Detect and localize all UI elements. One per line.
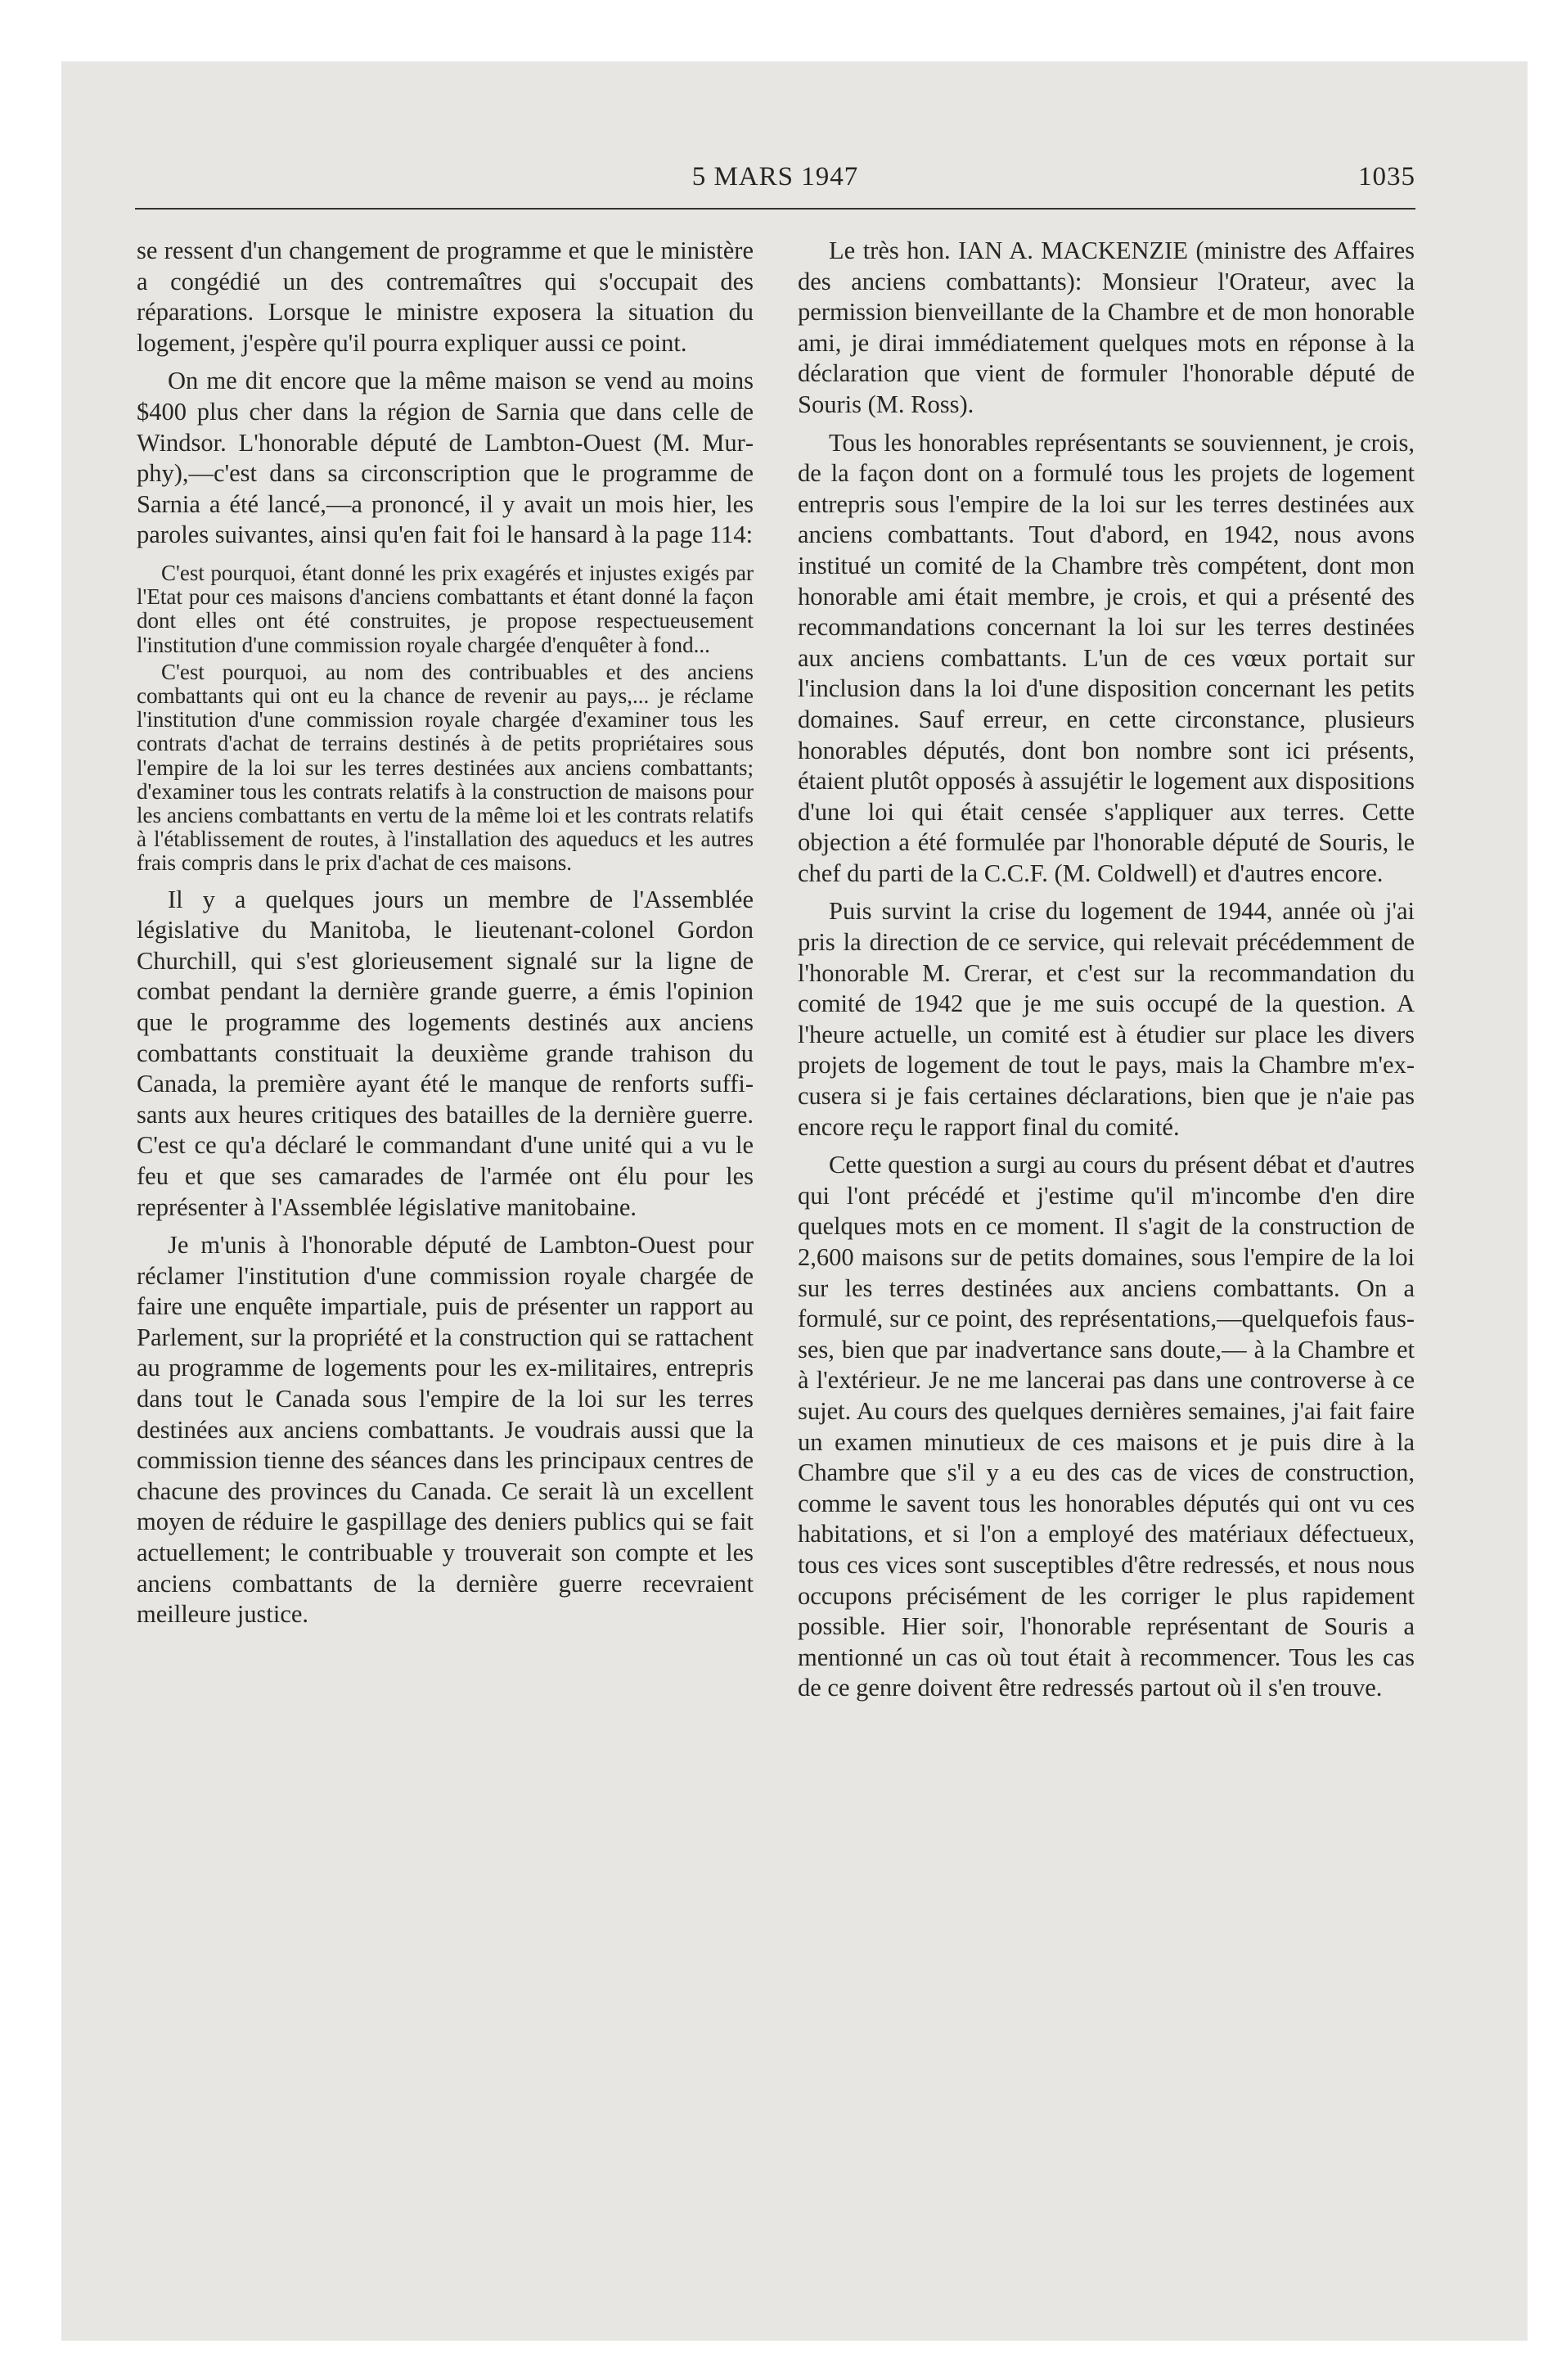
paragraph: Je m'unis à l'honorable député de Lambton-Ouest pour réclamer l'institution d'une commission royale chargée de faire une enquête impartiale, puis de présenter un rapport au Parlement, sur la propriété et la construction qui se rattachent au programme de logements pour les ex-militaires, entrepris dans tout le Canada sous l'empire de la loi sur les terres destinées aux anciens combattants. Je voudrais aussi que la commission tienne des séances dans les principaux centres de chacune des provinces du Canada. Ce serait là un excellent moyen de réduire le gaspillage des deniers publics qui se fait actuellement; le contribuable y trouverait son compte et les anciens combattants de la dernière guerre recevraient meilleure justice. [137, 1231, 754, 1629]
paragraph: Tous les honorables représentants se souviennent, je crois, de la façon dont on a formulé tous les projets de logement entrepris sous l'empire de la loi sur les terres destinées aux anciens combattants. Tout d'abord, en 1942, nous avons institué un comité de la Chambre très compétent, dont mon honorable ami était membre, je crois, et qui a présenté des recommandations concernant la loi sur les terres destinées aux anciens combattants. L'un de ces vœux portait sur l'inclusion dans la loi d'une disposition concernant les petits domaines. Sauf erreur, en cette circonstance, plusieurs honorables députés, dont bon nombre sont ici présents, étaient plutôt opposés à assujétir le logement aux dispositions d'une loi qui était censée s'appliquer aux terres. Cette objection a été formulée par l'honorable député de Souris, le chef du parti de la C.C.F. (M. Coldwell) et d'autres encore. [798, 428, 1415, 887]
paragraph: Puis survint la crise du logement de 1944, année où j'ai pris la direction de ce service, qui relevait précédemment de l'honorable M. Crerar, et c'est sur la recommandation du comité de 1942 que je me suis occupé de la question. A l'heure actuelle, un comité est à étudier sur place les divers projets de logement de tout le pays, mais la Chambre m'excusera si je fais certaines déclarations, bien que je n'aie pas encore reçu le rapport final du comité. [798, 897, 1415, 1141]
paragraph: Cette question a surgi au cours du présent débat et d'autres qui l'ont précédé et j'estime qu'il m'incombe d'en dire quelques mots en ce moment. Il s'agit de la construction de 2,600 maisons sur de petits domaines, sous l'empire de la loi sur les terres destinées aux anciens combattants. On a formulé, sur ce point, des représentations,—quelquefois fausses, bien que par inadvertance sans doute,— à la Chambre et à l'extérieur. Je ne me lancerai pas dans une controverse à ce sujet. Au cours des quelques dernières semaines, j'ai fait faire un examen minutieux de ces maisons et je puis dire à la Chambre que s'il y a eu des cas de vices de construction, comme le savent tous les honorables députés qui ont vu ces habitations, et si l'on a employé des matériaux défectueux, tous ces vices sont susceptibles d'être redressés, et nous nous occupons précisément de les corriger le plus rapidement possible. Hier soir, l'honorable représentant de Souris a mentionné un cas où tout était à recommencer. Tous les cas de ce genre doivent être redressés partout où il s'en trouve. [798, 1151, 1415, 1702]
right-column [798, 236, 1415, 1704]
header-rule [135, 208, 1415, 210]
block-quote: C'est pourquoi, étant donné les prix exagérés et injustes exigés par l'Etat pour ces maisons d'anciens combattants et étant donné la façon dont elles ont été construites, je propose respectueusement l'institution d'une commission royale chargée d'enquêter à fond... [137, 560, 754, 657]
page-date: 5 MARS 1947 [691, 162, 859, 192]
speaker-paragraph: Le très hon. IAN A. MACKENZIE (ministre des Affaires des anciens combattants): Monsieur l'Orateur, avec la permission bienveillante de la Chambre et de mon honorable ami, je dirai immédiatement quelques mots en réponse à la déclaration que vient de formuler l'honorable député de Souris (M. Ross). [798, 237, 1415, 418]
left-column [137, 236, 754, 1630]
paragraph: On me dit encore que la même maison se vend au moins $400 plus cher dans la région de Sarnia que dans celle de Windsor. L'honorable député de Lambton-Ouest (M. Murphy),—c'est dans sa circonscription que le programme de Sarnia a été lancé,—a prononcé, il y avait un mois hier, les paroles suivantes, ainsi qu'en fait foi le hansard à la page 114: [137, 367, 754, 549]
block-quote: C'est pourquoi, au nom des contribuables et des anciens combattants qui ont eu la chance de revenir au pays,... je réclame l'institution d'une commission royale chargée d'examiner tous les contrats d'achat de terrains destinés à de petits propriétaires sous l'empire de la loi sur les terres destinées aux anciens combattants; d'examiner tous les contrats relatifs à la construction de maisons pour les anciens combattants en vertu de la même loi et les contrats relatifs à l'établissement de routes, à l'installation des aqueducs et les autres frais compris dans le prix d'achat de ces maisons. [137, 659, 754, 876]
paragraph: Il y a quelques jours un membre de l'Assemblée législative du Manitoba, le lieutenant-colonel Gordon Churchill, qui s'est glorieusement signalé sur la ligne de combat pendant la dernière grande guerre, a émis l'opinion que le programme des logements destinés aux anciens combattants constituait la deuxième grande trahison du Canada, la première ayant été le manque de renforts suffisants aux heures critiques des batailles de la dernière guerre. C'est ce qu'a déclaré le commandant d'une unité qui a vu le feu et que ses camarades de l'armée ont élu pour les représenter à l'Assemblée législative manitobaine. [137, 885, 754, 1221]
page-header [135, 162, 1415, 211]
page-number: 1035 [1358, 162, 1415, 192]
paragraph: se ressent d'un changement de programme et que le ministère a congédié un des contremaîtres qui s'occupait des réparations. Lorsque le ministre exposera la situation du logement, j'espère qu'il pourra expliquer aussi ce point. [137, 237, 754, 357]
